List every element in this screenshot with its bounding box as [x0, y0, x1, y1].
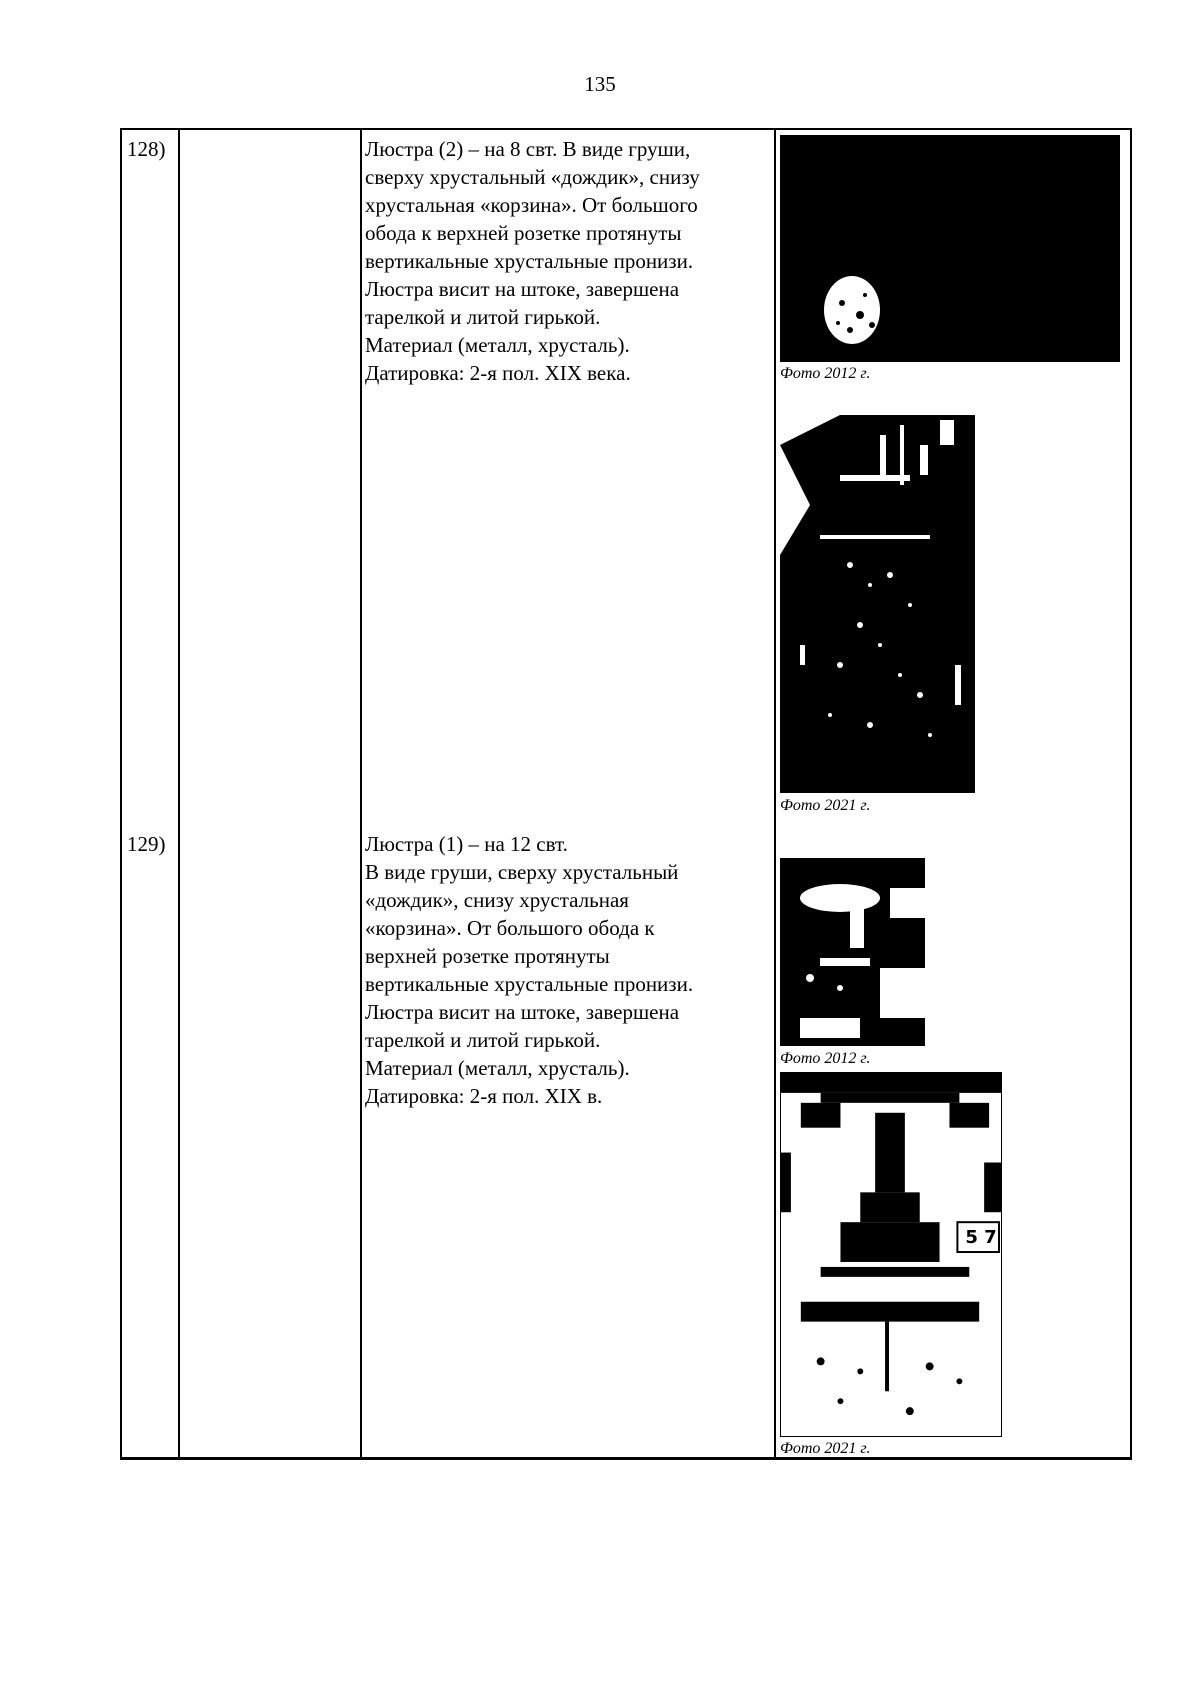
- chandelier-photo: [780, 828, 925, 1046]
- photo-caption: Фото 2021 г.: [780, 797, 871, 814]
- photo-caption: Фото 2012 г.: [780, 365, 871, 382]
- column-divider: [774, 130, 776, 1457]
- column-divider: [360, 130, 362, 1457]
- row-number: 128): [127, 137, 166, 161]
- photo-caption: Фото 2021 г.: [780, 1440, 871, 1457]
- chandelier-photo: [780, 1072, 1002, 1437]
- page-number: 135: [584, 72, 616, 96]
- column-divider: [178, 130, 180, 1457]
- chandelier-photo: [780, 135, 1120, 362]
- item-description: Люстра (2) – на 8 свт. В виде груши, сверху хрустальный «дождик», снизу хрустальная «корзина». От большого обода к верхней розетке протянуты вертикальные хрустальные пронизи. Люстра висит на штоке, завершена тарелкой и литой гирькой. Материал (металл, хрусталь). Датировка: 2-я пол. XIX века.: [365, 137, 700, 385]
- chandelier-photo: [780, 415, 975, 793]
- number-sign: 5 7: [965, 1227, 997, 1248]
- row-number: 129): [127, 832, 166, 856]
- photo-caption: Фото 2012 г.: [780, 1050, 871, 1067]
- item-description: Люстра (1) – на 12 свт. В виде груши, сверху хрустальный «дождик», снизу хрустальная «корзина». От большого обода к верхней розетке протянуты вертикальные хрустальные пронизи. Люстра висит на штоке, завершена тарелкой и литой гирькой. Материал (металл, хрусталь). Датировка: 2-я пол. XIX в.: [365, 832, 694, 1108]
